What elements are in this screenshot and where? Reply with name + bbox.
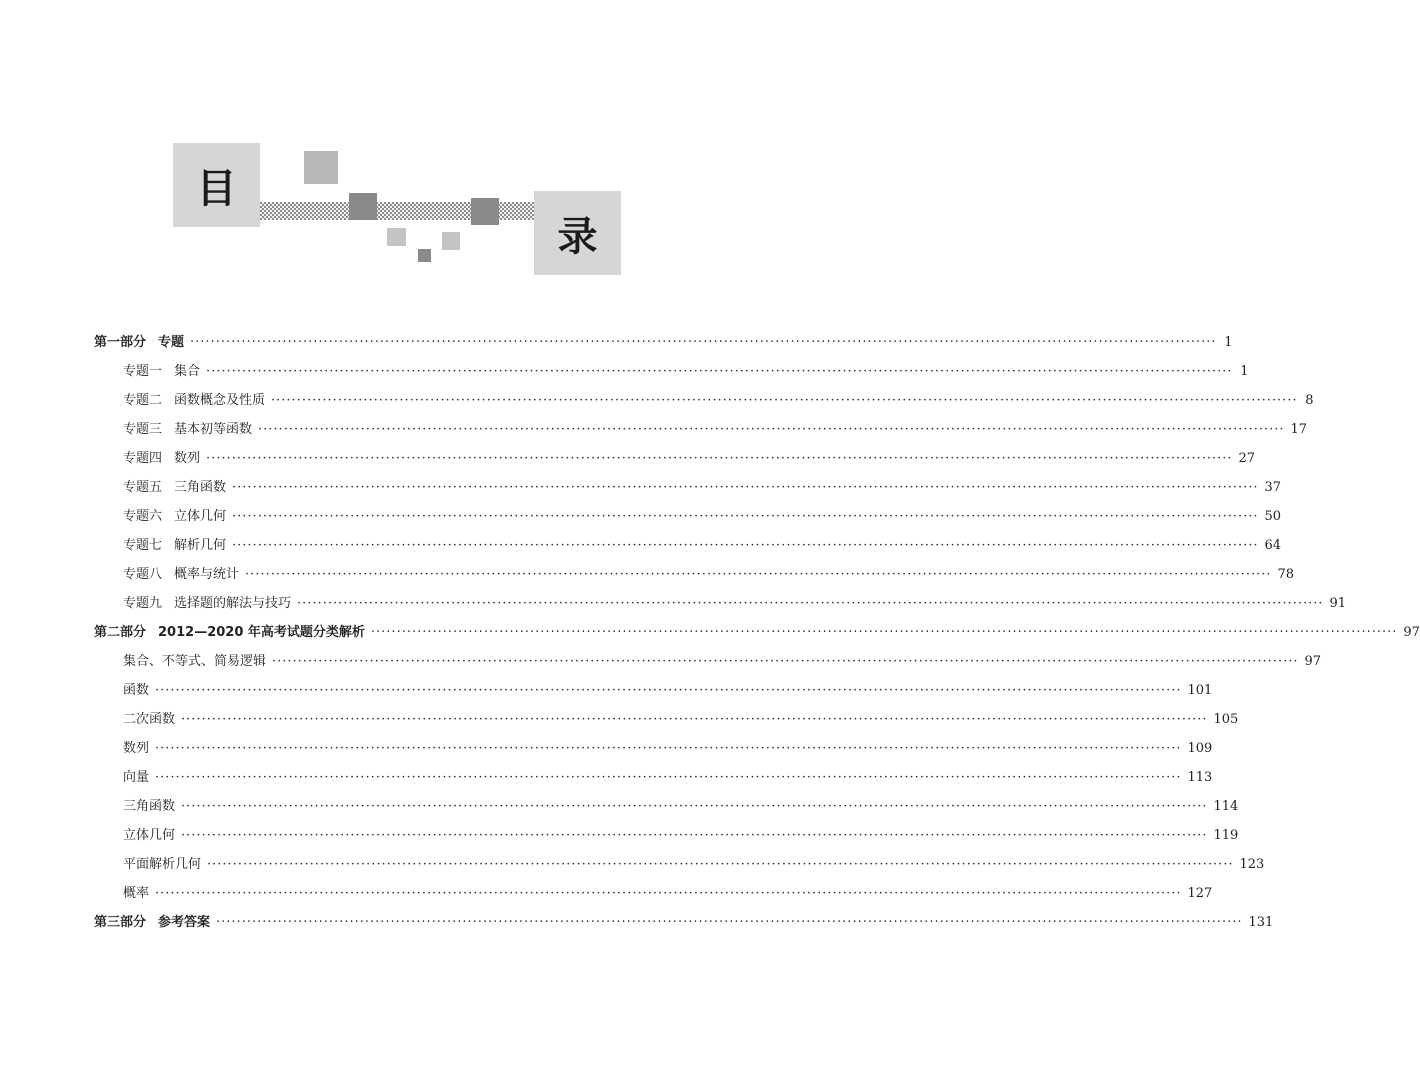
leader-dots: ········································································································································································································: [181, 828, 1208, 843]
leader-dots: ········································································································································································································: [245, 567, 1272, 582]
deco-square: [304, 151, 338, 184]
toc-entry-label: [123, 531, 226, 560]
toc-entry-label: [94, 908, 210, 937]
toc-entry-title: 数列: [174, 451, 201, 466]
toc-entry[interactable]: [94, 589, 1347, 618]
toc-entry-title: 集合: [174, 364, 201, 379]
toc-entry-prefix: 专题二: [123, 393, 163, 408]
toc-entry-title: 专题: [158, 335, 185, 350]
toc-entry-title: 立体几何: [174, 509, 227, 524]
toc-part-entry[interactable]: [94, 618, 1420, 647]
toc-entry[interactable]: [94, 850, 1265, 879]
toc-page-number: 105: [1213, 712, 1239, 727]
toc-page-number: 119: [1213, 828, 1239, 843]
toc-entry-label: [94, 618, 365, 647]
toc-page-number: 97: [1304, 654, 1322, 669]
leader-dots: ········································································································································································································: [155, 770, 1182, 785]
toc-page-number: 8: [1305, 393, 1314, 408]
toc-entry-prefix: 专题九: [123, 596, 163, 611]
toc-entry[interactable]: [94, 444, 1256, 473]
toc-page-number: 113: [1187, 770, 1213, 785]
deco-square: [442, 232, 460, 250]
toc-entry[interactable]: [94, 734, 1213, 763]
toc-page-number: 17: [1290, 422, 1308, 437]
deco-square: [387, 228, 406, 246]
toc-entry-title: 三角函数: [174, 480, 227, 495]
toc-entry-label: [123, 473, 226, 502]
toc-entry-prefix: 专题八: [123, 567, 163, 582]
toc-entry[interactable]: [94, 502, 1282, 531]
toc-entry-title: 2012—2020 年高考试题分类解析: [158, 625, 365, 640]
toc-entry-title: 概率与统计: [174, 567, 240, 582]
toc-entry-title: 解析几何: [174, 538, 227, 553]
toc-entry-prefix: 专题四: [123, 451, 163, 466]
toc-page-number: 78: [1277, 567, 1295, 582]
toc-entry-title: 二次函数: [123, 712, 176, 727]
toc-entry-title: 三角函数: [123, 799, 176, 814]
toc-entry-title: 立体几何: [123, 828, 176, 843]
toc-entry-title: 参考答案: [158, 915, 211, 930]
leader-dots: ········································································································································································································: [190, 335, 1217, 350]
toc-entry[interactable]: [94, 473, 1282, 502]
leader-dots: ········································································································································································································: [181, 799, 1208, 814]
toc-entry[interactable]: [94, 792, 1239, 821]
toc-entry-label: [123, 415, 252, 444]
toc-entry[interactable]: [94, 357, 1249, 386]
toc-part-entry[interactable]: [94, 328, 1233, 357]
leader-dots: ········································································································································································································: [155, 741, 1182, 756]
leader-dots: ········································································································································································································: [297, 596, 1324, 611]
leader-dots: ········································································································································································································: [181, 712, 1208, 727]
toc-entry-label: [123, 560, 239, 589]
toc-entry-title: 函数: [123, 683, 150, 698]
deco-square: [471, 198, 499, 225]
toc-entry-title: 基本初等函数: [174, 422, 253, 437]
toc-entry-prefix: 专题一: [123, 364, 163, 379]
toc-entry-label: [123, 850, 201, 879]
toc-entry-label: [123, 589, 291, 618]
toc-entry-label: [123, 647, 266, 676]
leader-dots: ········································································································································································································: [207, 857, 1234, 872]
toc-page-number: 1: [1224, 335, 1233, 350]
toc-page-number: 91: [1329, 596, 1347, 611]
leader-dots: ········································································································································································································: [155, 683, 1182, 698]
toc-entry[interactable]: [94, 705, 1239, 734]
toc-part-entry[interactable]: [94, 908, 1274, 937]
toc-page-number: 97: [1403, 625, 1420, 640]
leader-dots: ········································································································································································································: [206, 364, 1233, 379]
toc-entry-title: 概率: [123, 886, 150, 901]
leader-dots: ········································································································································································································: [232, 538, 1259, 553]
toc-entry-label: [123, 444, 200, 473]
toc-entry-label: [123, 734, 149, 763]
toc-entry-title: 数列: [123, 741, 150, 756]
toc-entry-label: [123, 705, 175, 734]
toc-entry-title: 集合、不等式、简易逻辑: [123, 654, 267, 669]
toc-entry-prefix: 专题七: [123, 538, 163, 553]
toc-page-number: 27: [1238, 451, 1256, 466]
leader-dots: ········································································································································································································: [232, 480, 1259, 495]
toc-entry-prefix: 专题六: [123, 509, 163, 524]
toc-entry-label: [123, 357, 200, 386]
leader-dots: ········································································································································································································: [232, 509, 1259, 524]
toc-page-number: 101: [1187, 683, 1213, 698]
toc-entry-title: 平面解析几何: [123, 857, 202, 872]
toc-entry-label: [123, 792, 175, 821]
toc-page-number: 109: [1187, 741, 1213, 756]
toc-entry[interactable]: [94, 415, 1308, 444]
toc-entry-prefix: 第三部分: [94, 915, 147, 930]
toc-entry-label: [94, 328, 184, 357]
toc-entry-label: [123, 763, 149, 792]
leader-dots: ········································································································································································································: [271, 393, 1298, 408]
toc-page-number: 64: [1264, 538, 1282, 553]
deco-square: [418, 249, 431, 262]
toc-entry[interactable]: [94, 560, 1295, 589]
toc-entry-label: [123, 879, 149, 908]
toc-page-number: 123: [1239, 857, 1265, 872]
title-char-lu: [534, 191, 621, 275]
toc-entry[interactable]: [94, 676, 1213, 705]
toc-page-number: 127: [1187, 886, 1213, 901]
toc-page-number: 37: [1264, 480, 1282, 495]
leader-dots: ········································································································································································································: [370, 625, 1398, 640]
toc-entry[interactable]: [94, 386, 1314, 415]
toc-page-number: 1: [1240, 364, 1249, 379]
toc-page-number: 50: [1264, 509, 1282, 524]
toc-entry-prefix: 专题三: [123, 422, 163, 437]
toc-header-graphic: [0, 0, 793, 300]
toc-entry-prefix: 第二部分: [94, 625, 147, 640]
toc-entry-label: [123, 676, 149, 705]
leader-dots: ········································································································································································································: [258, 422, 1285, 437]
toc-entry-prefix: 专题五: [123, 480, 163, 495]
leader-dots: ········································································································································································································: [216, 915, 1243, 930]
toc-entry-label: [123, 386, 265, 415]
toc-entry[interactable]: [94, 531, 1282, 560]
toc-entry-label: [123, 502, 226, 531]
toc-entry[interactable]: [94, 763, 1213, 792]
toc-entry[interactable]: [94, 879, 1213, 908]
leader-dots: ········································································································································································································: [206, 451, 1233, 466]
toc-entry-title: 函数概念及性质: [174, 393, 266, 408]
toc-entry-label: [123, 821, 175, 850]
title-char-1: 目: [196, 165, 237, 212]
toc-entry-title: 向量: [123, 770, 150, 785]
leader-dots: ········································································································································································································: [272, 654, 1299, 669]
table-of-contents: [94, 328, 1420, 937]
toc-page-number: 114: [1213, 799, 1239, 814]
toc-entry[interactable]: [94, 821, 1239, 850]
toc-page-number: 131: [1248, 915, 1274, 930]
deco-square: [349, 193, 377, 220]
toc-entry-prefix: 第一部分: [94, 335, 147, 350]
leader-dots: ········································································································································································································: [155, 886, 1182, 901]
title-char-mu: [173, 143, 260, 227]
title-char-2: 录: [557, 213, 598, 260]
toc-entry[interactable]: [94, 647, 1322, 676]
toc-entry-title: 选择题的解法与技巧: [174, 596, 292, 611]
